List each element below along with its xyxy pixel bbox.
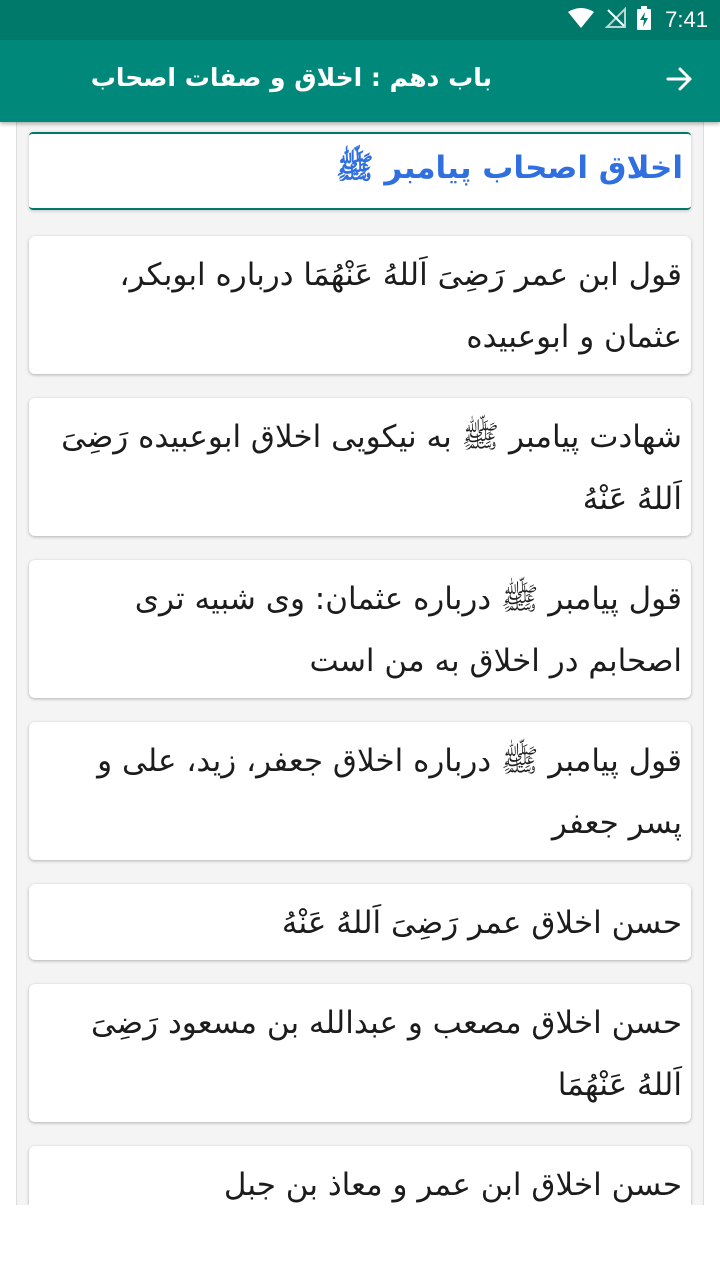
list-item-text: قول ابن عمر رَضِیَ اَللهُ عَنْهُمَا درباره ابوبکر، عثمان و ابوعبیده (119, 257, 682, 355)
status-bar (0, 0, 720, 40)
list-item-text: قول پیامبر ﷺ درباره عثمان: وی شبیه تری اصحابم در اخلاق به من است (134, 581, 682, 679)
list-item-text: حسن اخلاق عمر رَضِیَ اَللهُ عَنْهُ (281, 905, 682, 941)
section-header-title: اخلاق اصحاب پیامبر ﷺ (336, 149, 683, 186)
page-title: باب دهم : اخلاق و صفات اصحاب (90, 63, 492, 92)
app-bar (0, 40, 720, 122)
list-item[interactable] (29, 560, 691, 698)
list-item[interactable] (29, 984, 691, 1122)
list-item[interactable] (29, 236, 691, 374)
list-item[interactable] (29, 398, 691, 536)
section-header (29, 132, 691, 210)
list-item[interactable] (29, 884, 691, 960)
no-signal-icon (605, 7, 627, 33)
list-item-text: حسن اخلاق مصعب و عبدالله بن مسعود رَضِیَ اَللهُ عَنْهُمَا (90, 1005, 682, 1103)
back-button[interactable] (656, 58, 702, 104)
list-item[interactable] (29, 722, 691, 860)
arrow-right-icon (665, 65, 693, 97)
status-icons (567, 0, 708, 40)
list-item-text: حسن اخلاق ابن عمر و معاذ بن جبل (223, 1167, 682, 1203)
list-item-text: قول پیامبر ﷺ درباره اخلاق جعفر، زید، علی و پسر جعفر (97, 743, 682, 841)
list-item-text: شهادت پیامبر ﷺ به نیکویی اخلاق ابوعبیده رَضِیَ اَللهُ عَنْهُ (61, 419, 682, 517)
list-item[interactable] (29, 1146, 691, 1205)
wifi-icon (567, 7, 595, 33)
status-time: 7:41 (665, 7, 708, 32)
navigation-bar-area (0, 1205, 720, 1280)
battery-charging-icon (637, 6, 651, 34)
